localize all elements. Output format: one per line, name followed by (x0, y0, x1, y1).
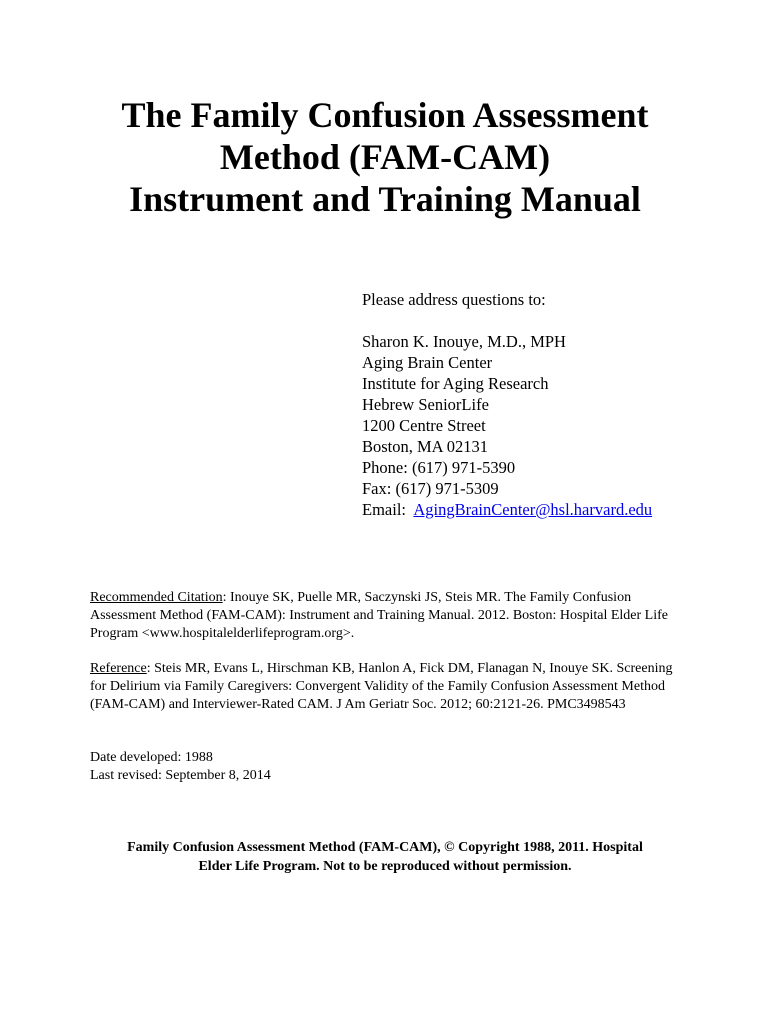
citation-text: : Inouye SK, Puelle MR, Saczynski JS, Steis MR. The Family Confusion Assessment Method (FAM-CAM): Instrument and Training Manual. 2012. Boston: Hospital Elder Life Program <www.hospitalelderlifeprogram.org>. (90, 590, 668, 641)
contact-fax: Fax: (617) 971-5309 (362, 479, 499, 498)
contact-block (362, 289, 652, 520)
dates-block (90, 749, 690, 785)
email-link[interactable]: AgingBrainCenter@hsl.harvard.edu (413, 500, 653, 519)
email-label: Email: (362, 500, 406, 519)
contact-email-row (362, 499, 652, 520)
contact-org-2: Institute for Aging Research (362, 374, 549, 393)
contact-name: Sharon K. Inouye, M.D., MPH (362, 332, 566, 351)
copyright-line-1: Family Confusion Assessment Method (FAM-CAM), © Copyright 1988, 2011. Hospital (127, 840, 643, 855)
title-line-1: The Family Confusion Assessment (121, 95, 649, 135)
contact-prompt: Please address questions to: (362, 290, 546, 309)
recommended-citation (90, 589, 690, 643)
document-title (0, 94, 770, 220)
title-line-3: Instrument and Training Manual (129, 179, 641, 219)
reference-label: Reference (90, 661, 147, 676)
contact-org-1: Aging Brain Center (362, 353, 493, 372)
date-revised: Last revised: September 8, 2014 (90, 768, 271, 783)
citation-label: Recommended Citation (90, 590, 223, 605)
contact-street: 1200 Centre Street (362, 416, 486, 435)
contact-city: Boston, MA 02131 (362, 437, 489, 456)
reference-text: : Steis MR, Evans L, Hirschman KB, Hanlon A, Fick DM, Flanagan N, Inouye SK. Screening for Delirium via Family Caregivers: Convergent Validity of the Family Confusion Assessment Method (FAM-CAM) and Interviewer-Rated CAM. J Am Geriatr Soc. 2012; 60:2121-26. PMC3498543 (90, 661, 673, 712)
title-line-2: Method (FAM-CAM) (219, 137, 551, 177)
contact-phone: Phone: (617) 971-5390 (362, 458, 516, 477)
copyright-line-2: Elder Life Program. Not to be reproduced without permission. (198, 859, 572, 874)
date-developed: Date developed: 1988 (90, 750, 213, 765)
copyright-notice (0, 838, 770, 876)
contact-org-3: Hebrew SeniorLife (362, 395, 489, 414)
reference (90, 660, 690, 714)
